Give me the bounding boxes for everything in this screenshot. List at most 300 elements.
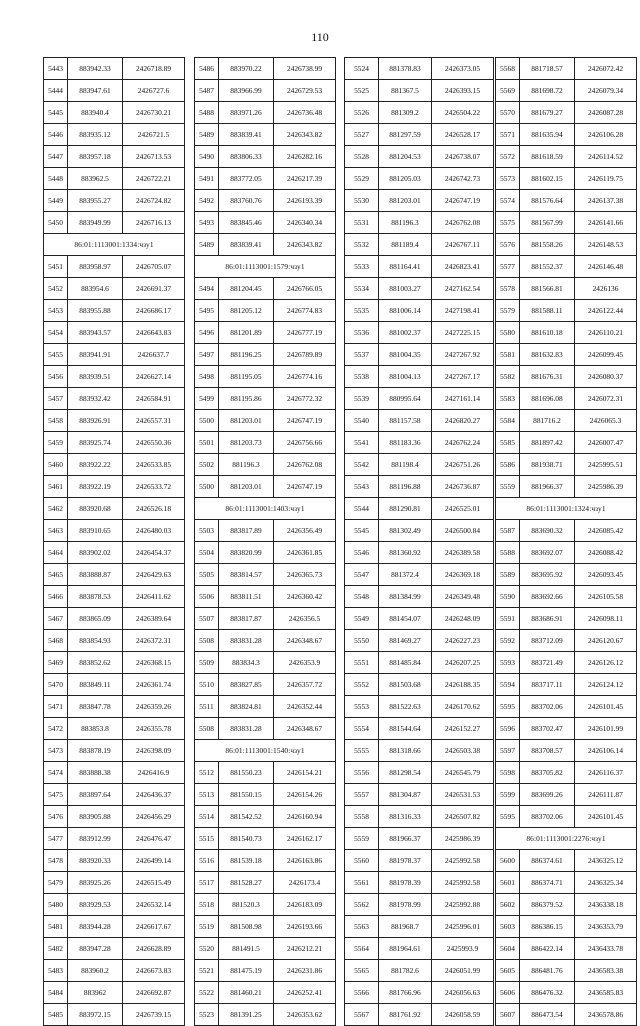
y-coordinate: 2426738.07	[432, 146, 494, 168]
x-coordinate: 881679.27	[520, 102, 575, 124]
point-number: 5558	[345, 806, 379, 828]
y-coordinate: 2426373.05	[432, 58, 494, 80]
table-row	[345, 652, 494, 674]
table-row	[345, 476, 494, 498]
y-coordinate: 2426007.47	[575, 432, 637, 454]
table-row	[345, 1004, 494, 1026]
x-coordinate: 883922.19	[68, 476, 123, 498]
y-coordinate: 2426110.21	[575, 322, 637, 344]
y-coordinate: 2426116.37	[575, 762, 637, 784]
table-row	[345, 828, 494, 850]
y-coordinate: 2426454.37	[123, 542, 185, 564]
point-number: 5450	[44, 212, 68, 234]
y-coordinate: 2426747.19	[274, 476, 336, 498]
x-coordinate: 881189.4	[379, 234, 432, 256]
point-number: 5529	[345, 168, 379, 190]
table-row	[44, 498, 185, 520]
x-coordinate: 886473.54	[520, 1004, 575, 1026]
table-row	[44, 476, 185, 498]
y-coordinate: 2436585.83	[575, 982, 637, 1004]
y-coordinate: 2426416.9	[123, 762, 185, 784]
table-row	[195, 80, 336, 102]
y-coordinate: 2426361.74	[123, 674, 185, 696]
point-number: 5538	[345, 366, 379, 388]
x-coordinate: 881196.25	[219, 344, 274, 366]
point-number: 5602	[496, 894, 520, 916]
table-row	[496, 674, 637, 696]
point-number: 5593	[496, 652, 520, 674]
y-coordinate: 2426436.37	[123, 784, 185, 806]
x-coordinate: 881203.01	[219, 476, 274, 498]
y-coordinate: 2426356.49	[274, 520, 336, 542]
x-coordinate: 883878.53	[68, 586, 123, 608]
x-coordinate: 883692.66	[520, 586, 575, 608]
table-row	[345, 872, 494, 894]
point-number: 5499	[195, 388, 219, 410]
y-coordinate: 2426154.26	[274, 784, 336, 806]
table-row	[44, 850, 185, 872]
point-number: 5444	[44, 80, 68, 102]
x-coordinate: 883955.88	[68, 300, 123, 322]
table-row	[195, 190, 336, 212]
table-row	[44, 718, 185, 740]
y-coordinate: 2426193.39	[274, 190, 336, 212]
y-coordinate: 2426343.82	[274, 234, 336, 256]
y-coordinate: 2436325.34	[575, 872, 637, 894]
x-coordinate: 881002.37	[379, 322, 432, 344]
x-coordinate: 883806.33	[219, 146, 274, 168]
y-coordinate: 2426756.66	[274, 432, 336, 454]
point-number: 5595	[496, 806, 520, 828]
table-row	[44, 366, 185, 388]
x-coordinate: 881716.2	[520, 410, 575, 432]
point-number: 5547	[345, 564, 379, 586]
table-row	[195, 520, 336, 542]
table-row	[496, 454, 637, 476]
point-number: 5534	[345, 278, 379, 300]
y-coordinate: 2426122.44	[575, 300, 637, 322]
y-coordinate: 2426359.26	[123, 696, 185, 718]
x-coordinate: 883954.6	[68, 278, 123, 300]
table-row	[44, 916, 185, 938]
point-number: 5531	[345, 212, 379, 234]
point-number: 5513	[195, 784, 219, 806]
x-coordinate: 883925.74	[68, 432, 123, 454]
point-number: 5549	[345, 608, 379, 630]
point-number: 5576	[496, 234, 520, 256]
x-coordinate: 881978.37	[379, 850, 432, 872]
point-number: 5475	[44, 784, 68, 806]
x-coordinate: 881508.98	[219, 916, 274, 938]
point-number: 5594	[496, 674, 520, 696]
point-number: 5572	[496, 146, 520, 168]
x-coordinate: 881205.03	[379, 168, 432, 190]
table-row	[496, 190, 637, 212]
x-coordinate: 881378.83	[379, 58, 432, 80]
table-row	[44, 806, 185, 828]
x-coordinate: 883854.93	[68, 630, 123, 652]
x-coordinate: 883960.2	[68, 960, 123, 982]
x-coordinate: 883939.51	[68, 366, 123, 388]
point-number: 5459	[44, 432, 68, 454]
point-number: 5545	[345, 520, 379, 542]
table-row	[345, 432, 494, 454]
y-coordinate: 2426411.62	[123, 586, 185, 608]
x-coordinate: 883941.91	[68, 344, 123, 366]
x-coordinate: 881205.12	[219, 300, 274, 322]
x-coordinate: 883955.27	[68, 190, 123, 212]
x-coordinate: 883920.68	[68, 498, 123, 520]
table-row	[44, 146, 185, 168]
point-number: 5449	[44, 190, 68, 212]
x-coordinate: 883865.09	[68, 608, 123, 630]
table-row	[195, 674, 336, 696]
x-coordinate: 881183.36	[379, 432, 432, 454]
table-row	[195, 916, 336, 938]
point-number: 5581	[496, 344, 520, 366]
x-coordinate: 883760.76	[219, 190, 274, 212]
point-number: 5514	[195, 806, 219, 828]
point-number: 5477	[44, 828, 68, 850]
y-coordinate: 2426170.62	[432, 696, 494, 718]
point-number: 5575	[496, 212, 520, 234]
x-coordinate: 883878.19	[68, 740, 123, 762]
cadastral-number: 86:01:1113001:1540:чзу1	[195, 740, 336, 762]
point-number: 5481	[44, 916, 68, 938]
table-row	[345, 454, 494, 476]
point-number: 5578	[496, 278, 520, 300]
table-row	[44, 322, 185, 344]
table-row	[44, 696, 185, 718]
y-coordinate: 2426526.18	[123, 498, 185, 520]
table-row	[44, 652, 185, 674]
table-row	[496, 388, 637, 410]
cadastral-section-header	[496, 828, 637, 850]
cadastral-number: 86:01:1113001:1334:чзу1	[44, 234, 185, 256]
x-coordinate: 881897.42	[520, 432, 575, 454]
y-coordinate: 2426072.42	[575, 58, 637, 80]
x-coordinate: 883831.28	[219, 718, 274, 740]
table-row	[195, 102, 336, 124]
table-row	[195, 322, 336, 344]
point-number: 5560	[345, 850, 379, 872]
point-number: 5589	[496, 564, 520, 586]
point-number: 5490	[195, 146, 219, 168]
table-row	[195, 58, 336, 80]
x-coordinate: 881718.57	[520, 58, 575, 80]
x-coordinate: 881766.96	[379, 982, 432, 1004]
x-coordinate: 881204.45	[219, 278, 274, 300]
point-number: 5465	[44, 564, 68, 586]
x-coordinate: 881391.25	[219, 1004, 274, 1026]
table-row	[195, 366, 336, 388]
y-coordinate: 2426340.34	[274, 212, 336, 234]
point-number: 5462	[44, 498, 68, 520]
x-coordinate: 883820.99	[219, 542, 274, 564]
y-coordinate: 2436353.79	[575, 916, 637, 938]
x-coordinate: 883910.65	[68, 520, 123, 542]
table-row	[345, 278, 494, 300]
point-number: 5521	[195, 960, 219, 982]
table-row	[345, 916, 494, 938]
y-coordinate: 2427267.17	[432, 366, 494, 388]
table-row	[345, 982, 494, 1004]
x-coordinate: 883925.26	[68, 872, 123, 894]
point-number: 5586	[496, 454, 520, 476]
x-coordinate: 881676.31	[520, 366, 575, 388]
x-coordinate: 881203.01	[219, 410, 274, 432]
y-coordinate: 2426162.17	[274, 828, 336, 850]
point-number: 5486	[195, 58, 219, 80]
y-coordinate: 2426356.5	[274, 608, 336, 630]
table-row	[44, 388, 185, 410]
y-coordinate: 2426120.67	[575, 630, 637, 652]
point-number: 5520	[195, 938, 219, 960]
y-coordinate: 2426389.58	[432, 542, 494, 564]
point-number: 5548	[345, 586, 379, 608]
table-row	[496, 300, 637, 322]
point-number: 5561	[345, 872, 379, 894]
y-coordinate: 2426643.83	[123, 322, 185, 344]
x-coordinate: 881550.15	[219, 784, 274, 806]
point-number: 5525	[345, 80, 379, 102]
x-coordinate: 883831.28	[219, 630, 274, 652]
point-number: 5559	[345, 828, 379, 850]
x-coordinate: 883705.82	[520, 762, 575, 784]
x-coordinate: 881566.81	[520, 278, 575, 300]
x-coordinate: 881542.52	[219, 806, 274, 828]
table-row	[345, 586, 494, 608]
table-row	[496, 784, 637, 806]
x-coordinate: 883853.8	[68, 718, 123, 740]
cadastral-number: 86:01:1113001:1403:чзу1	[195, 498, 336, 520]
table-row	[345, 564, 494, 586]
y-coordinate: 2436583.38	[575, 960, 637, 982]
x-coordinate: 881966.37	[520, 476, 575, 498]
point-number: 5451	[44, 256, 68, 278]
table-row	[44, 454, 185, 476]
point-number: 5467	[44, 608, 68, 630]
y-coordinate: 2436578.86	[575, 1004, 637, 1026]
table-row	[496, 762, 637, 784]
x-coordinate: 881198.4	[379, 454, 432, 476]
point-number: 5506	[195, 586, 219, 608]
table-row	[195, 454, 336, 476]
point-number: 5588	[496, 542, 520, 564]
point-number: 5597	[496, 740, 520, 762]
table-row	[345, 256, 494, 278]
x-coordinate: 883922.22	[68, 454, 123, 476]
x-coordinate: 881978.99	[379, 894, 432, 916]
y-coordinate: 2426617.67	[123, 916, 185, 938]
x-coordinate: 883942.33	[68, 58, 123, 80]
point-number: 5502	[195, 454, 219, 476]
x-coordinate: 881201.89	[219, 322, 274, 344]
point-number: 5509	[195, 652, 219, 674]
x-coordinate: 881004.35	[379, 344, 432, 366]
y-coordinate: 2426252.41	[274, 982, 336, 1004]
point-number: 5601	[496, 872, 520, 894]
y-coordinate: 2426126.12	[575, 652, 637, 674]
x-coordinate: 881632.83	[520, 344, 575, 366]
y-coordinate: 2426207.25	[432, 652, 494, 674]
y-coordinate: 2426747.19	[432, 190, 494, 212]
y-coordinate: 2426545.79	[432, 762, 494, 784]
y-coordinate: 2426722.21	[123, 168, 185, 190]
coordinates-table-1	[43, 57, 185, 1026]
table-row	[496, 410, 637, 432]
y-coordinate: 2426533.85	[123, 454, 185, 476]
table-row	[345, 80, 494, 102]
table-row	[345, 498, 494, 520]
point-number: 5443	[44, 58, 68, 80]
point-number: 5519	[195, 916, 219, 938]
point-number: 5471	[44, 696, 68, 718]
y-coordinate: 2426774.16	[274, 366, 336, 388]
y-coordinate: 2426369.18	[432, 564, 494, 586]
y-coordinate: 2426823.41	[432, 256, 494, 278]
x-coordinate: 881618.59	[520, 146, 575, 168]
y-coordinate: 2426343.82	[274, 124, 336, 146]
table-row	[496, 476, 637, 498]
y-coordinate: 2426504.22	[432, 102, 494, 124]
table-row	[44, 256, 185, 278]
point-number: 5595	[496, 696, 520, 718]
x-coordinate: 883966.99	[219, 80, 274, 102]
y-coordinate: 2426087.28	[575, 102, 637, 124]
x-coordinate: 881602.15	[520, 168, 575, 190]
y-coordinate: 2426550.36	[123, 432, 185, 454]
table-row	[195, 982, 336, 1004]
y-coordinate: 2426507.82	[432, 806, 494, 828]
y-coordinate: 2426531.53	[432, 784, 494, 806]
table-row	[195, 344, 336, 366]
y-coordinate: 2426231.86	[274, 960, 336, 982]
table-row	[195, 212, 336, 234]
table-row	[345, 344, 494, 366]
cadastral-number: 86:01:1113001:1579:чзу1	[195, 256, 336, 278]
point-number: 5579	[496, 300, 520, 322]
table-row	[345, 630, 494, 652]
table-row	[195, 388, 336, 410]
table-row	[496, 168, 637, 190]
table-row	[195, 938, 336, 960]
point-number: 5480	[44, 894, 68, 916]
table-row	[345, 542, 494, 564]
x-coordinate: 881204.53	[379, 146, 432, 168]
point-number: 5463	[44, 520, 68, 542]
x-coordinate: 883834.3	[219, 652, 274, 674]
point-number: 5494	[195, 278, 219, 300]
point-number: 5580	[496, 322, 520, 344]
table-row	[496, 124, 637, 146]
point-number: 5508	[195, 630, 219, 652]
y-coordinate: 2426738.99	[274, 58, 336, 80]
x-coordinate: 881966.37	[379, 828, 432, 850]
point-number: 5553	[345, 696, 379, 718]
x-coordinate: 883702.06	[520, 806, 575, 828]
y-coordinate: 2426173.4	[274, 872, 336, 894]
table-row	[195, 696, 336, 718]
x-coordinate: 883699.26	[520, 784, 575, 806]
x-coordinate: 881550.23	[219, 762, 274, 784]
point-number: 5484	[44, 982, 68, 1004]
page-number: 110	[311, 30, 329, 44]
y-coordinate: 2426353.9	[274, 652, 336, 674]
table-row	[345, 674, 494, 696]
point-number: 5518	[195, 894, 219, 916]
table-row	[496, 322, 637, 344]
x-coordinate: 883958.97	[68, 256, 123, 278]
coordinates-table-3	[344, 57, 494, 1026]
x-coordinate: 883935.12	[68, 124, 123, 146]
y-coordinate: 2426729.53	[274, 80, 336, 102]
point-number: 5541	[345, 432, 379, 454]
table-row	[345, 168, 494, 190]
table-row	[345, 696, 494, 718]
table-row	[195, 762, 336, 784]
y-coordinate: 2425992.88	[432, 894, 494, 916]
table-row	[345, 960, 494, 982]
point-number: 5470	[44, 674, 68, 696]
table-row	[44, 938, 185, 960]
y-coordinate: 2426163.86	[274, 850, 336, 872]
x-coordinate: 881203.73	[219, 432, 274, 454]
y-coordinate: 2427162.54	[432, 278, 494, 300]
table-row	[345, 784, 494, 806]
x-coordinate: 883811.51	[219, 586, 274, 608]
y-coordinate: 2426152.27	[432, 718, 494, 740]
x-coordinate: 881360.92	[379, 542, 432, 564]
y-coordinate: 2426528.17	[432, 124, 494, 146]
point-number: 5503	[195, 520, 219, 542]
y-coordinate: 2426584.91	[123, 388, 185, 410]
point-number: 5567	[345, 1004, 379, 1026]
table-row	[496, 608, 637, 630]
y-coordinate: 2426065.3	[575, 410, 637, 432]
x-coordinate: 883849.11	[68, 674, 123, 696]
x-coordinate: 881567.99	[520, 212, 575, 234]
x-coordinate: 886476.32	[520, 982, 575, 1004]
x-coordinate: 881588.11	[520, 300, 575, 322]
x-coordinate: 881475.19	[219, 960, 274, 982]
table-row	[496, 542, 637, 564]
table-row	[345, 718, 494, 740]
x-coordinate: 881469.27	[379, 630, 432, 652]
y-coordinate: 2426480.03	[123, 520, 185, 542]
y-coordinate: 2426188.35	[432, 674, 494, 696]
point-number: 5466	[44, 586, 68, 608]
table-row	[44, 58, 185, 80]
table-row	[195, 278, 336, 300]
y-coordinate: 2426093.45	[575, 564, 637, 586]
y-coordinate: 2426365.73	[274, 564, 336, 586]
x-coordinate: 881297.59	[379, 124, 432, 146]
x-coordinate: 883686.91	[520, 608, 575, 630]
table-row	[44, 828, 185, 850]
point-number: 5536	[345, 322, 379, 344]
y-coordinate: 2426705.07	[123, 256, 185, 278]
x-coordinate: 883721.49	[520, 652, 575, 674]
x-coordinate: 883902.02	[68, 542, 123, 564]
y-coordinate: 2426716.13	[123, 212, 185, 234]
y-coordinate: 2426686.17	[123, 300, 185, 322]
y-coordinate: 2426148.53	[575, 234, 637, 256]
point-number: 5493	[195, 212, 219, 234]
x-coordinate: 883817.87	[219, 608, 274, 630]
x-coordinate: 881367.5	[379, 80, 432, 102]
x-coordinate: 883962	[68, 982, 123, 1004]
